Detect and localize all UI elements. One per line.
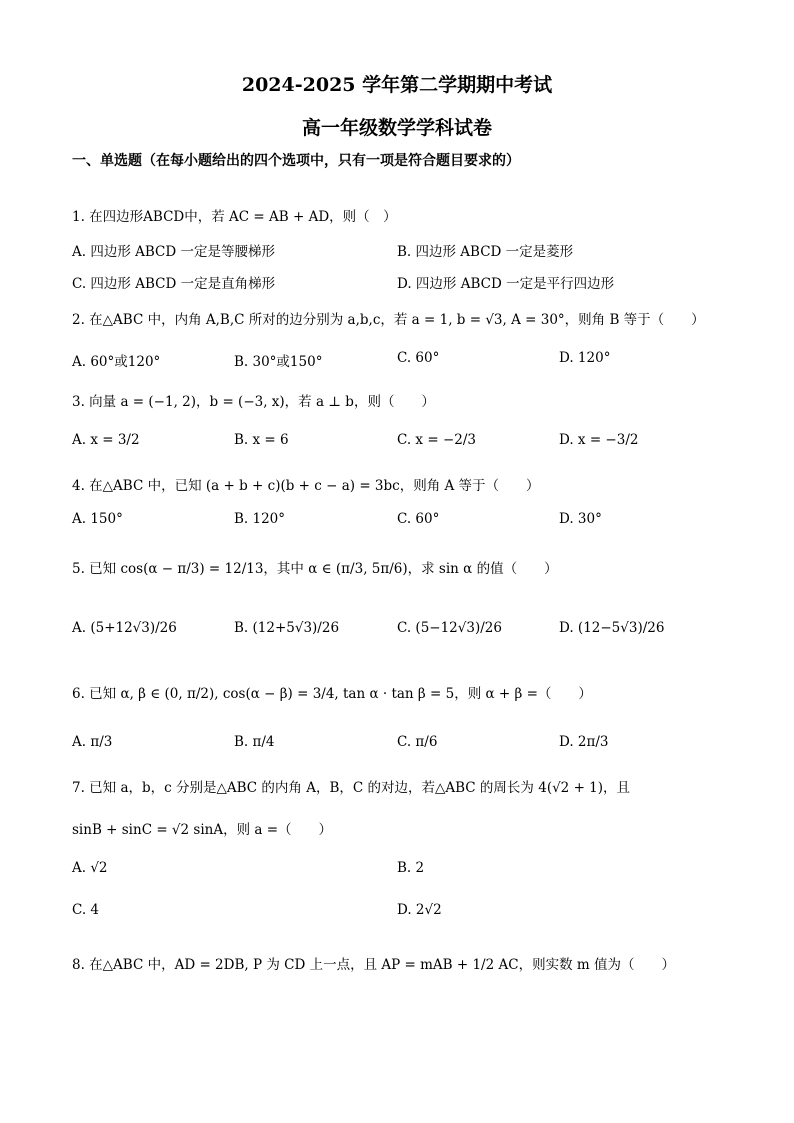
question-3-option-a[interactable]: A. x = 3/2	[72, 432, 140, 448]
question-4-option-c[interactable]: C. 60°	[397, 511, 440, 527]
question-5-option-d[interactable]: D. (12−5√3)/26	[559, 620, 665, 636]
question-6-stem: 6. 已知 α, β ∈ (0, π/2), cos(α − β) = 3/4, tan α · tan β = 5，则 α + β =（ ）	[72, 686, 592, 702]
question-6-option-d[interactable]: D. 2π/3	[559, 734, 609, 750]
question-1-option-b[interactable]: B. 四边形 ABCD 一定是菱形	[397, 244, 574, 260]
question-6-option-a[interactable]: A. π/3	[72, 734, 113, 750]
question-1-option-a[interactable]: A. 四边形 ABCD 一定是等腰梯形	[72, 244, 275, 260]
section-heading: 一、单选题（在每小题给出的四个选项中，只有一项是符合题目要求的）	[72, 153, 520, 169]
question-2-option-d[interactable]: D. 120°	[559, 350, 611, 366]
question-3-stem: 3. 向量 a = (−1, 2)，b = (−3, x)，若 a ⊥ b，则（ ）	[72, 394, 435, 410]
question-4-option-d[interactable]: D. 30°	[559, 511, 602, 527]
question-4-option-b[interactable]: B. 120°	[234, 511, 286, 527]
question-5-stem: 5. 已知 cos(α − π/3) = 12/13，其中 α ∈ (π/3, 5π/6)，求 sin α 的值（ ）	[72, 561, 558, 577]
question-1-option-c[interactable]: C. 四边形 ABCD 一定是直角梯形	[72, 276, 276, 292]
question-2-option-c[interactable]: C. 60°	[397, 350, 440, 366]
question-2-stem: 2. 在△ABC 中，内角 A,B,C 所对的边分别为 a,b,c，若 a = 1, b = √3, A = 30°，则角 B 等于（ ）	[72, 312, 705, 328]
question-5-option-b[interactable]: B. (12+5√3)/26	[234, 620, 340, 636]
question-4-option-a[interactable]: A. 150°	[72, 511, 123, 527]
question-6-option-b[interactable]: B. π/4	[234, 734, 275, 750]
exam-title: 2024-2025 学年第二学期期中考试	[241, 74, 553, 96]
question-6-option-c[interactable]: C. π/6	[397, 734, 438, 750]
exam-subtitle: 高一年级数学学科试卷	[301, 117, 492, 139]
question-1-option-d[interactable]: D. 四边形 ABCD 一定是平行四边形	[397, 276, 615, 292]
question-7-stem-line-2: sinB + sinC = √2 sinA，则 a =（ ）	[72, 822, 333, 838]
question-7-option-d[interactable]: D. 2√2	[397, 902, 442, 918]
question-7-option-a[interactable]: A. √2	[72, 860, 108, 876]
question-5-option-c[interactable]: C. (5−12√3)/26	[397, 620, 502, 636]
question-3-option-d[interactable]: D. x = −3/2	[559, 432, 639, 448]
question-2-option-b[interactable]: B. 30°或150°	[234, 354, 323, 370]
question-5-option-a[interactable]: A. (5+12√3)/26	[72, 620, 177, 636]
question-7-option-c[interactable]: C. 4	[72, 902, 100, 918]
question-3-option-b[interactable]: B. x = 6	[234, 432, 289, 448]
question-4-stem: 4. 在△ABC 中，已知 (a + b + c)(b + c − a) = 3bc，则角 A 等于（ ）	[72, 478, 540, 494]
question-1-stem: 1. 在四边形ABCD中，若 AC = AB + AD，则（ ）	[72, 209, 397, 225]
question-7-stem-line-1: 7. 已知 a，b，c 分别是△ABC 的内角 A，B，C 的对边，若△ABC 的周长为 4(√2 + 1)，且	[72, 780, 631, 796]
question-7-option-b[interactable]: B. 2	[397, 860, 425, 876]
question-8-stem: 8. 在△ABC 中，AD = 2DB, P 为 CD 上一点，且 AP = mAB + 1/2 AC，则实数 m 值为（ ）	[72, 957, 675, 973]
question-2-option-a[interactable]: A. 60°或120°	[72, 354, 161, 370]
question-3-option-c[interactable]: C. x = −2/3	[397, 432, 476, 448]
